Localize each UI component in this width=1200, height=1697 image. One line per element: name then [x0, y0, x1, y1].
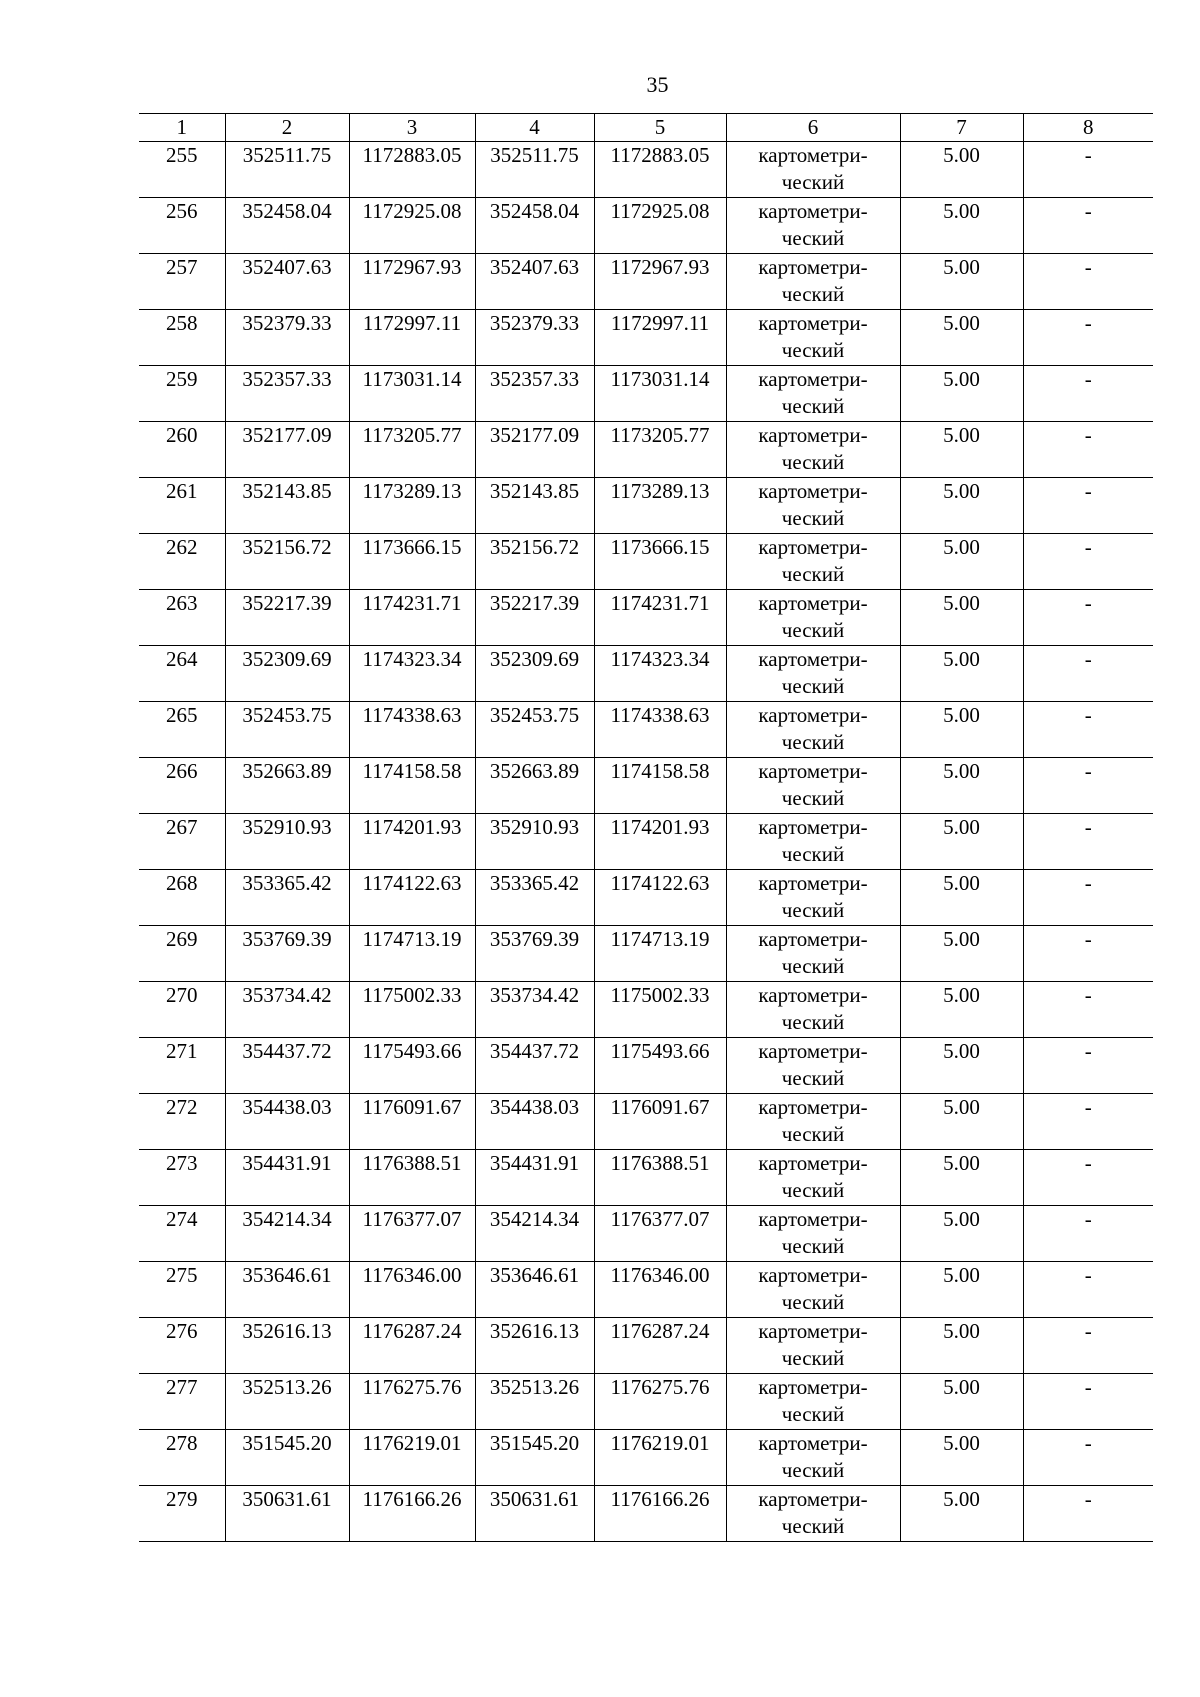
cell-y-coordinate-new: 1172997.11 — [594, 310, 726, 366]
column-header-6: 6 — [726, 114, 900, 142]
cell-y-coordinate: 1172967.93 — [349, 254, 475, 310]
cell-accuracy: 5.00 — [900, 758, 1023, 814]
cell-y-coordinate-new: 1174158.58 — [594, 758, 726, 814]
cell-description: - — [1023, 1262, 1153, 1318]
column-header-4: 4 — [475, 114, 594, 142]
cell-y-coordinate: 1174231.71 — [349, 590, 475, 646]
cell-y-coordinate-new: 1173205.77 — [594, 422, 726, 478]
table-row — [139, 1038, 1153, 1094]
cell-x-coordinate: 353769.39 — [225, 926, 349, 982]
cell-x-coordinate-new: 351545.20 — [475, 1430, 594, 1486]
cell-y-coordinate: 1176377.07 — [349, 1206, 475, 1262]
table-row — [139, 142, 1153, 198]
cell-description: - — [1023, 254, 1153, 310]
cell-x-coordinate: 354214.34 — [225, 1206, 349, 1262]
table-row — [139, 254, 1153, 310]
cell-y-coordinate-new: 1176346.00 — [594, 1262, 726, 1318]
cell-y-coordinate-new: 1175002.33 — [594, 982, 726, 1038]
cell-x-coordinate: 354431.91 — [225, 1150, 349, 1206]
cell-x-coordinate: 352910.93 — [225, 814, 349, 870]
cell-accuracy: 5.00 — [900, 1150, 1023, 1206]
cell-point-number: 269 — [139, 926, 225, 982]
cell-method: картометри- ческий — [726, 534, 900, 590]
cell-description: - — [1023, 366, 1153, 422]
cell-description: - — [1023, 758, 1153, 814]
cell-x-coordinate: 352143.85 — [225, 478, 349, 534]
cell-accuracy: 5.00 — [900, 1262, 1023, 1318]
cell-description: - — [1023, 1486, 1153, 1542]
cell-accuracy: 5.00 — [900, 1374, 1023, 1430]
cell-description: - — [1023, 926, 1153, 982]
table-row — [139, 814, 1153, 870]
table-row — [139, 1206, 1153, 1262]
cell-y-coordinate: 1174713.19 — [349, 926, 475, 982]
cell-y-coordinate: 1176275.76 — [349, 1374, 475, 1430]
cell-x-coordinate-new: 354438.03 — [475, 1094, 594, 1150]
cell-accuracy: 5.00 — [900, 982, 1023, 1038]
cell-x-coordinate: 352511.75 — [225, 142, 349, 198]
cell-method: картометри- ческий — [726, 1150, 900, 1206]
table-row — [139, 590, 1153, 646]
cell-point-number: 260 — [139, 422, 225, 478]
cell-x-coordinate-new: 352453.75 — [475, 702, 594, 758]
cell-point-number: 265 — [139, 702, 225, 758]
cell-method: картометри- ческий — [726, 310, 900, 366]
cell-method: картометри- ческий — [726, 366, 900, 422]
table-body — [139, 142, 1153, 1542]
cell-point-number: 264 — [139, 646, 225, 702]
cell-y-coordinate-new: 1174338.63 — [594, 702, 726, 758]
cell-y-coordinate-new: 1173666.15 — [594, 534, 726, 590]
cell-description: - — [1023, 1094, 1153, 1150]
cell-y-coordinate-new: 1174122.63 — [594, 870, 726, 926]
cell-point-number: 257 — [139, 254, 225, 310]
cell-y-coordinate: 1176287.24 — [349, 1318, 475, 1374]
cell-description: - — [1023, 1150, 1153, 1206]
cell-description: - — [1023, 1038, 1153, 1094]
cell-accuracy: 5.00 — [900, 1206, 1023, 1262]
column-header-8: 8 — [1023, 114, 1153, 142]
cell-y-coordinate: 1176219.01 — [349, 1430, 475, 1486]
cell-y-coordinate: 1173031.14 — [349, 366, 475, 422]
cell-point-number: 259 — [139, 366, 225, 422]
cell-x-coordinate: 352513.26 — [225, 1374, 349, 1430]
cell-accuracy: 5.00 — [900, 254, 1023, 310]
cell-y-coordinate-new: 1172925.08 — [594, 198, 726, 254]
cell-point-number: 268 — [139, 870, 225, 926]
table-row — [139, 758, 1153, 814]
cell-description: - — [1023, 1374, 1153, 1430]
coordinates-table — [139, 113, 1153, 1542]
cell-description: - — [1023, 1318, 1153, 1374]
cell-accuracy: 5.00 — [900, 198, 1023, 254]
cell-description: - — [1023, 590, 1153, 646]
cell-method: картометри- ческий — [726, 1486, 900, 1542]
cell-y-coordinate-new: 1172967.93 — [594, 254, 726, 310]
cell-method: картометри- ческий — [726, 1262, 900, 1318]
cell-description: - — [1023, 310, 1153, 366]
cell-x-coordinate: 353365.42 — [225, 870, 349, 926]
table-row — [139, 702, 1153, 758]
cell-x-coordinate-new: 353365.42 — [475, 870, 594, 926]
cell-y-coordinate-new: 1176219.01 — [594, 1430, 726, 1486]
cell-accuracy: 5.00 — [900, 590, 1023, 646]
cell-x-coordinate-new: 350631.61 — [475, 1486, 594, 1542]
cell-y-coordinate-new: 1172883.05 — [594, 142, 726, 198]
table-row — [139, 1318, 1153, 1374]
table-row — [139, 1094, 1153, 1150]
cell-point-number: 277 — [139, 1374, 225, 1430]
cell-x-coordinate: 352663.89 — [225, 758, 349, 814]
cell-x-coordinate-new: 352663.89 — [475, 758, 594, 814]
cell-accuracy: 5.00 — [900, 926, 1023, 982]
table-row — [139, 1262, 1153, 1318]
cell-x-coordinate-new: 353734.42 — [475, 982, 594, 1038]
cell-accuracy: 5.00 — [900, 1318, 1023, 1374]
cell-y-coordinate-new: 1174201.93 — [594, 814, 726, 870]
cell-point-number: 261 — [139, 478, 225, 534]
table-row — [139, 870, 1153, 926]
cell-method: картометри- ческий — [726, 758, 900, 814]
cell-x-coordinate-new: 352407.63 — [475, 254, 594, 310]
cell-x-coordinate: 352177.09 — [225, 422, 349, 478]
cell-x-coordinate-new: 352616.13 — [475, 1318, 594, 1374]
cell-accuracy: 5.00 — [900, 870, 1023, 926]
cell-method: картометри- ческий — [726, 1206, 900, 1262]
cell-accuracy: 5.00 — [900, 1430, 1023, 1486]
cell-description: - — [1023, 422, 1153, 478]
table-row — [139, 982, 1153, 1038]
cell-accuracy: 5.00 — [900, 1038, 1023, 1094]
cell-accuracy: 5.00 — [900, 1094, 1023, 1150]
cell-description: - — [1023, 142, 1153, 198]
cell-method: картометри- ческий — [726, 198, 900, 254]
cell-method: картометри- ческий — [726, 1094, 900, 1150]
cell-point-number: 271 — [139, 1038, 225, 1094]
cell-description: - — [1023, 198, 1153, 254]
cell-accuracy: 5.00 — [900, 1486, 1023, 1542]
cell-point-number: 274 — [139, 1206, 225, 1262]
table-row — [139, 422, 1153, 478]
cell-y-coordinate-new: 1174323.34 — [594, 646, 726, 702]
cell-y-coordinate: 1174158.58 — [349, 758, 475, 814]
cell-description: - — [1023, 1430, 1153, 1486]
cell-y-coordinate-new: 1173289.13 — [594, 478, 726, 534]
cell-x-coordinate: 352357.33 — [225, 366, 349, 422]
cell-accuracy: 5.00 — [900, 422, 1023, 478]
cell-x-coordinate-new: 353769.39 — [475, 926, 594, 982]
cell-y-coordinate: 1174201.93 — [349, 814, 475, 870]
cell-x-coordinate: 352616.13 — [225, 1318, 349, 1374]
cell-accuracy: 5.00 — [900, 534, 1023, 590]
cell-accuracy: 5.00 — [900, 702, 1023, 758]
cell-x-coordinate-new: 352309.69 — [475, 646, 594, 702]
cell-y-coordinate-new: 1176377.07 — [594, 1206, 726, 1262]
cell-y-coordinate-new: 1176388.51 — [594, 1150, 726, 1206]
cell-x-coordinate: 352217.39 — [225, 590, 349, 646]
cell-method: картометри- ческий — [726, 422, 900, 478]
table-row — [139, 1150, 1153, 1206]
cell-accuracy: 5.00 — [900, 310, 1023, 366]
cell-point-number: 273 — [139, 1150, 225, 1206]
cell-point-number: 279 — [139, 1486, 225, 1542]
cell-accuracy: 5.00 — [900, 814, 1023, 870]
cell-x-coordinate: 352379.33 — [225, 310, 349, 366]
cell-y-coordinate-new: 1175493.66 — [594, 1038, 726, 1094]
page-number: 35 — [646, 72, 669, 97]
cell-accuracy: 5.00 — [900, 478, 1023, 534]
cell-point-number: 276 — [139, 1318, 225, 1374]
cell-point-number: 275 — [139, 1262, 225, 1318]
cell-description: - — [1023, 1206, 1153, 1262]
table-row — [139, 1486, 1153, 1542]
cell-y-coordinate: 1172883.05 — [349, 142, 475, 198]
cell-x-coordinate: 353734.42 — [225, 982, 349, 1038]
cell-y-coordinate-new: 1176275.76 — [594, 1374, 726, 1430]
cell-method: картометри- ческий — [726, 478, 900, 534]
cell-x-coordinate: 352156.72 — [225, 534, 349, 590]
cell-point-number: 255 — [139, 142, 225, 198]
cell-y-coordinate-new: 1173031.14 — [594, 366, 726, 422]
cell-method: картометри- ческий — [726, 702, 900, 758]
cell-description: - — [1023, 982, 1153, 1038]
cell-x-coordinate: 353646.61 — [225, 1262, 349, 1318]
table-row — [139, 198, 1153, 254]
cell-method: картометри- ческий — [726, 1318, 900, 1374]
cell-description: - — [1023, 478, 1153, 534]
cell-y-coordinate: 1173666.15 — [349, 534, 475, 590]
column-header-3: 3 — [349, 114, 475, 142]
cell-accuracy: 5.00 — [900, 366, 1023, 422]
cell-method: картометри- ческий — [726, 870, 900, 926]
cell-point-number: 266 — [139, 758, 225, 814]
cell-description: - — [1023, 702, 1153, 758]
cell-y-coordinate: 1176388.51 — [349, 1150, 475, 1206]
cell-method: картометри- ческий — [726, 590, 900, 646]
cell-accuracy: 5.00 — [900, 646, 1023, 702]
cell-y-coordinate-new: 1174713.19 — [594, 926, 726, 982]
cell-y-coordinate: 1176166.26 — [349, 1486, 475, 1542]
cell-point-number: 262 — [139, 534, 225, 590]
cell-point-number: 256 — [139, 198, 225, 254]
cell-y-coordinate-new: 1176091.67 — [594, 1094, 726, 1150]
cell-x-coordinate-new: 352513.26 — [475, 1374, 594, 1430]
cell-y-coordinate: 1174338.63 — [349, 702, 475, 758]
cell-x-coordinate: 351545.20 — [225, 1430, 349, 1486]
cell-method: картометри- ческий — [726, 254, 900, 310]
cell-x-coordinate-new: 352357.33 — [475, 366, 594, 422]
cell-x-coordinate: 354437.72 — [225, 1038, 349, 1094]
column-header-7: 7 — [900, 114, 1023, 142]
cell-method: картометри- ческий — [726, 142, 900, 198]
cell-y-coordinate: 1173289.13 — [349, 478, 475, 534]
cell-x-coordinate: 352309.69 — [225, 646, 349, 702]
cell-y-coordinate: 1175002.33 — [349, 982, 475, 1038]
cell-description: - — [1023, 534, 1153, 590]
cell-x-coordinate-new: 352458.04 — [475, 198, 594, 254]
cell-y-coordinate: 1176346.00 — [349, 1262, 475, 1318]
cell-accuracy: 5.00 — [900, 142, 1023, 198]
cell-point-number: 258 — [139, 310, 225, 366]
table-row — [139, 1374, 1153, 1430]
cell-y-coordinate-new: 1176166.26 — [594, 1486, 726, 1542]
cell-x-coordinate: 352453.75 — [225, 702, 349, 758]
table-row — [139, 1430, 1153, 1486]
cell-description: - — [1023, 646, 1153, 702]
cell-description: - — [1023, 814, 1153, 870]
cell-description: - — [1023, 870, 1153, 926]
cell-method: картометри- ческий — [726, 1430, 900, 1486]
table-row — [139, 478, 1153, 534]
cell-method: картометри- ческий — [726, 1374, 900, 1430]
column-header-5: 5 — [594, 114, 726, 142]
cell-point-number: 278 — [139, 1430, 225, 1486]
cell-method: картометри- ческий — [726, 926, 900, 982]
cell-x-coordinate-new: 352156.72 — [475, 534, 594, 590]
table-row — [139, 926, 1153, 982]
cell-x-coordinate-new: 352379.33 — [475, 310, 594, 366]
cell-y-coordinate: 1175493.66 — [349, 1038, 475, 1094]
cell-x-coordinate-new: 352177.09 — [475, 422, 594, 478]
table-row — [139, 534, 1153, 590]
cell-x-coordinate-new: 352217.39 — [475, 590, 594, 646]
cell-x-coordinate: 350631.61 — [225, 1486, 349, 1542]
cell-point-number: 267 — [139, 814, 225, 870]
cell-method: картометри- ческий — [726, 1038, 900, 1094]
cell-method: картометри- ческий — [726, 646, 900, 702]
cell-x-coordinate-new: 352143.85 — [475, 478, 594, 534]
cell-point-number: 270 — [139, 982, 225, 1038]
cell-x-coordinate-new: 354431.91 — [475, 1150, 594, 1206]
cell-y-coordinate: 1174122.63 — [349, 870, 475, 926]
cell-y-coordinate-new: 1176287.24 — [594, 1318, 726, 1374]
cell-method: картометри- ческий — [726, 982, 900, 1038]
table-row — [139, 366, 1153, 422]
cell-y-coordinate: 1172997.11 — [349, 310, 475, 366]
cell-method: картометри- ческий — [726, 814, 900, 870]
cell-x-coordinate: 352458.04 — [225, 198, 349, 254]
table-row — [139, 310, 1153, 366]
cell-y-coordinate: 1174323.34 — [349, 646, 475, 702]
cell-point-number: 272 — [139, 1094, 225, 1150]
cell-y-coordinate: 1173205.77 — [349, 422, 475, 478]
cell-x-coordinate: 354438.03 — [225, 1094, 349, 1150]
cell-y-coordinate: 1172925.08 — [349, 198, 475, 254]
cell-x-coordinate: 352407.63 — [225, 254, 349, 310]
cell-y-coordinate-new: 1174231.71 — [594, 590, 726, 646]
column-header-2: 2 — [225, 114, 349, 142]
cell-x-coordinate-new: 352910.93 — [475, 814, 594, 870]
cell-x-coordinate-new: 352511.75 — [475, 142, 594, 198]
table-row — [139, 646, 1153, 702]
cell-x-coordinate-new: 354214.34 — [475, 1206, 594, 1262]
cell-y-coordinate: 1176091.67 — [349, 1094, 475, 1150]
cell-x-coordinate-new: 354437.72 — [475, 1038, 594, 1094]
cell-x-coordinate-new: 353646.61 — [475, 1262, 594, 1318]
cell-point-number: 263 — [139, 590, 225, 646]
table-header-row — [139, 114, 1153, 142]
column-header-1: 1 — [139, 114, 225, 142]
